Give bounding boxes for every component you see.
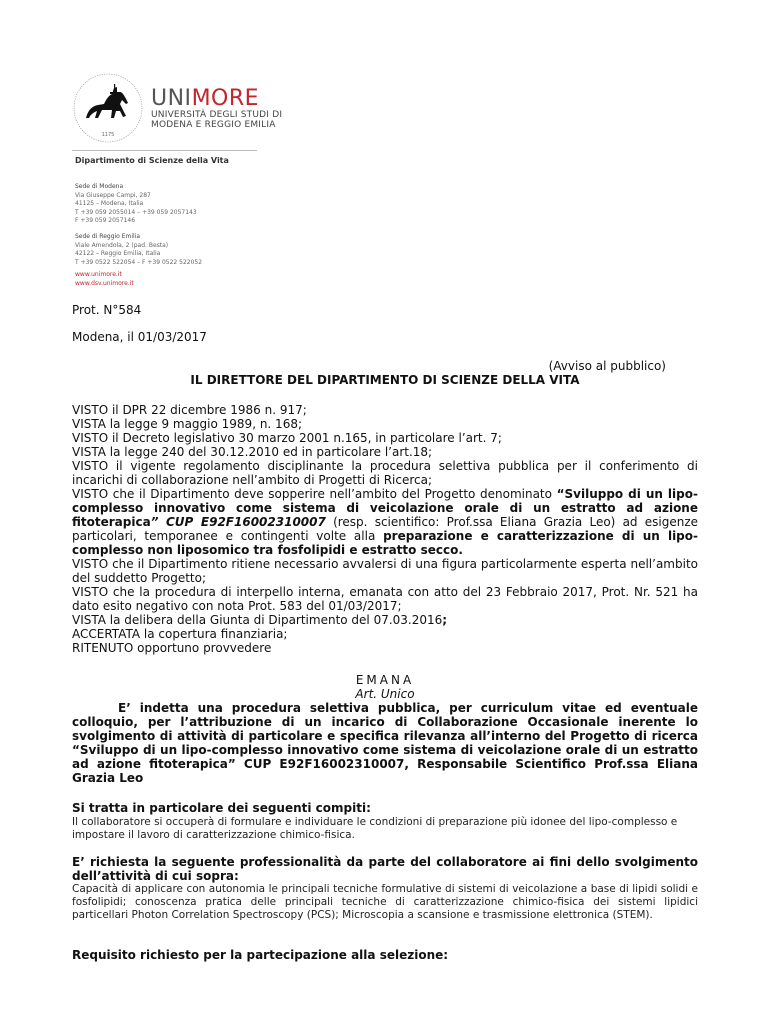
recital: VISTO che la procedura di interpello interna, emanata con atto del 23 Febbraio 2017, Prot. Nr. 521 ha dato esito negativo con nota Prot. 583 del 01/03/2017; xyxy=(72,585,698,613)
address-line: T +39 0522 522054 – F +39 0522 522052 xyxy=(75,258,203,266)
main-article-text xyxy=(72,701,698,785)
emana-heading: EMANA xyxy=(355,673,415,687)
address-line: Via Giuseppe Campi, 287 xyxy=(75,191,151,199)
document-date: Modena, il 01/03/2017 xyxy=(72,330,207,344)
department-name: Dipartimento di Scienze della Vita xyxy=(75,156,229,165)
brand-subtitle-line1: UNIVERSITÀ DEGLI STUDI DI xyxy=(151,110,283,120)
address-modena-title: Sede di Modena xyxy=(75,183,124,190)
brand-subtitle xyxy=(151,110,282,130)
address-reggio-title: Sede di Reggio Emilia xyxy=(75,233,141,240)
address-reggio xyxy=(75,233,202,267)
address-line: 41125 – Modena, Italia xyxy=(75,200,144,207)
document-title: IL DIRETTORE DEL DIPARTIMENTO DI SCIENZE DELLA VITA xyxy=(190,373,580,387)
brand-uni: UNI xyxy=(151,86,192,111)
recital: VISTA la legge 240 del 30.12.2010 ed in particolare l’art.18; xyxy=(72,445,433,459)
recital-text: (resp. scientifico: Prof.ssa Eliana Grazia Leo) ad esigenze particolari, temporanee e contingenti volte alla xyxy=(72,515,698,543)
recital-text: VISTO che il Dipartimento deve sopperire nell’ambito del Progetto denominato xyxy=(72,487,557,501)
recital: VISTO il Decreto legislativo 30 marzo 2001 n.165, in particolare l’art. 7; xyxy=(72,431,502,445)
project-task: preparazione e caratterizzazione di un lipo-complesso non liposomico tra fosfolipidi e estratto secco. xyxy=(72,529,698,557)
recital-project xyxy=(72,487,698,557)
brand-wordmark xyxy=(151,86,259,111)
website-link-unimore[interactable]: www.unimore.it xyxy=(75,271,122,278)
public-notice-label: (Avviso al pubblico) xyxy=(548,359,666,373)
address-line: Viale Amendola, 2 (pad. Besta) xyxy=(75,241,169,249)
protocol-number: Prot. N°584 xyxy=(72,303,142,317)
address-line: 42122 – Reggio Emilia, Italia xyxy=(75,250,161,257)
address-modena xyxy=(75,183,197,226)
header-divider xyxy=(72,150,257,151)
address-line: T +39 059 2055014 – +39 059 2057143 xyxy=(75,208,197,216)
project-cup: CUP E92F16002310007 xyxy=(158,515,326,529)
section-profile-text: Capacità di applicare con autonomia le principali tecniche formulative di sistemi di veicolazione a base di lipidi solidi e fosfolipidi; conoscenza pratica delle principali tecniche di caratterizzazione chimico-fisica dei sistemi lipidici particellari Photon Correlation Spectroscopy (PCS); Microscopia a scansione e trasmissione elettronica (STEM). xyxy=(72,883,698,921)
section-profile-heading: E’ richiesta la seguente professionalità da parte del collaboratore ai fini dello svolgimento dell’attività di cui sopra: xyxy=(72,855,698,883)
recital-text: VISTA la delibera della Giunta di Dipartimento del 07.03.2016 xyxy=(72,613,443,627)
recital xyxy=(72,613,698,627)
section-requirement-heading: Requisito richiesto per la partecipazione alla selezione: xyxy=(72,948,449,962)
article-heading: Art. Unico xyxy=(355,687,415,701)
brand-more: MORE xyxy=(191,86,260,111)
address-line: F +39 059 2057146 xyxy=(75,217,136,224)
section-tasks-heading: Si tratta in particolare dei seguenti compiti: xyxy=(72,801,371,815)
recital: VISTO il DPR 22 dicembre 1986 n. 917; xyxy=(72,403,307,417)
website-links xyxy=(75,271,134,288)
website-link-dsv[interactable]: www.dsv.unimore.it xyxy=(75,279,134,287)
university-seal-logo xyxy=(70,70,146,150)
recital: RITENUTO opportuno provvedere xyxy=(72,641,272,655)
svg-text:1175: 1175 xyxy=(101,132,115,138)
recital-semicolon: ; xyxy=(442,613,448,627)
recital: VISTO il vigente regolamento disciplinante la procedura selettiva pubblica per il conferimento di incarichi di collaborazione nell’ambito di Progetti di Ricerca; xyxy=(72,459,698,487)
recitals xyxy=(72,403,698,655)
project-title: “Sviluppo di un lipo-complesso innovativo come sistema di veicolazione orale di un estratto ad azione fitoterapica xyxy=(72,487,698,529)
section-tasks-text: Il collaboratore si occuperà di formulare e individuare le condizioni di preparazione più idonee del lipo-complesso e impostare il lavoro di caratterizzazione chimico-fisica. xyxy=(72,816,678,841)
recital: VISTA la legge 9 maggio 1989, n. 168; xyxy=(72,417,303,431)
recital: ACCERTATA la copertura finanziaria; xyxy=(72,627,288,641)
project-title-quote: ” xyxy=(150,515,159,529)
main-article-body: E’ indetta una procedura selettiva pubblica, per curriculum vitae ed eventuale colloquio, per l’attribuzione di un incarico di Collaborazione Occasionale inerente lo svolgimento di attività di particolare e specifica rilevanza all’interno del Progetto di ricerca “Sviluppo di un lipo-complesso innovativo come sistema di veicolazione orale di un estratto ad azione fitoterapica” CUP E92F16002310007, Responsabile Scientifico Prof.ssa Eliana Grazia Leo xyxy=(72,701,698,785)
brand-subtitle-line2: MODENA E REGGIO EMILIA xyxy=(151,120,276,130)
recital: VISTO che il Dipartimento ritiene necessario avvalersi di una figura particolarmente esperta nell’ambito del suddetto Progetto; xyxy=(72,557,698,585)
